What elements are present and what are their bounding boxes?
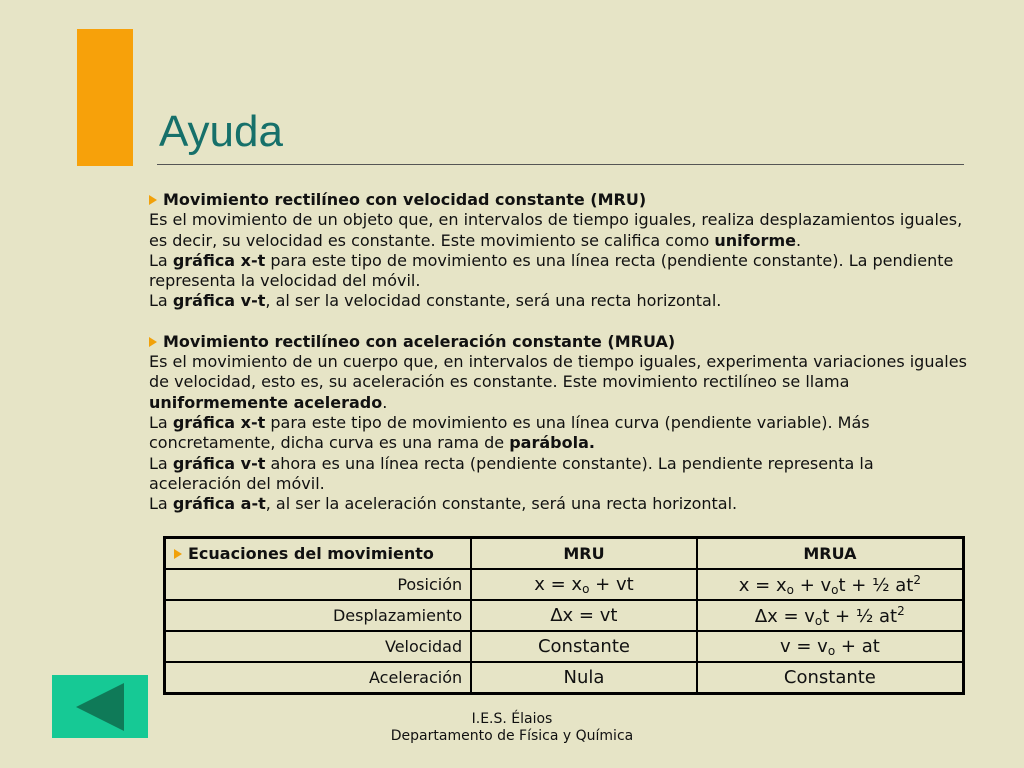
- mru-position-formula: $x = x_o$ + vt: [471, 569, 697, 600]
- page-title: Ayuda: [159, 107, 283, 156]
- mru-description: Es el movimiento de un objeto que, en intervalos de tiempo iguales, realiza desplazamientos iguales, es decir, su velocidad es constante. Este movimiento se califica como uniforme.: [149, 210, 963, 250]
- mrua-graph-vt: La gráfica v-t ahora es una línea recta (pendiente constante). La pendiente representa la aceleración del móvil.: [149, 453, 874, 493]
- title-divider: [157, 164, 964, 165]
- footer-department: Departamento de Física y Química: [390, 728, 634, 744]
- bullet-arrow-icon: [149, 337, 157, 347]
- mru-displacement-formula: ∆x = vt: [471, 600, 697, 631]
- table-row: [165, 569, 964, 600]
- accent-bar: [77, 29, 133, 166]
- table-row: [165, 600, 964, 631]
- row-label: Aceleración: [165, 662, 472, 694]
- mru-velocity-value: Constante: [471, 631, 697, 662]
- equations-table: [163, 536, 965, 695]
- row-label: Velocidad: [165, 631, 472, 662]
- mru-graph-xt: La gráfica x-t para este tipo de movimiento es una línea recta (pendiente constante). La pendiente representa la velocidad del móvil.: [149, 250, 954, 291]
- back-arrow-icon: [52, 675, 148, 738]
- mrua-position-formula: $x = x_o + v_ot$ + ½ $at^2$: [697, 569, 964, 600]
- mru-graph-vt: La gráfica v-t, al ser la velocidad constante, será una recta horizontal.: [149, 291, 722, 311]
- table-header-mru: MRU: [471, 538, 697, 570]
- mru-acceleration-value: Nula: [471, 662, 697, 694]
- section-heading-mru: Movimiento rectilíneo con velocidad constante (MRU): [149, 190, 969, 210]
- bullet-arrow-icon: [174, 549, 182, 559]
- table-row: [165, 631, 964, 662]
- footer-school: I.E.S. Élaios: [471, 711, 553, 727]
- table-row: [165, 662, 964, 694]
- mrua-graph-at: La gráfica a-t, al ser la aceleración constante, será una recta horizontal.: [149, 494, 738, 514]
- table-header-row: [165, 538, 964, 570]
- back-button[interactable]: [52, 675, 148, 738]
- mrua-graph-xt: La gráfica x-t para este tipo de movimiento es una línea curva (pendiente variable). Más concretamente, dicha curva es una rama de parábola.: [149, 412, 870, 453]
- footer: [380, 711, 644, 745]
- row-label: Desplazamiento: [165, 600, 472, 631]
- section-heading-mrua: Movimiento rectilíneo con aceleración constante (MRUA): [149, 332, 969, 352]
- bullet-arrow-icon: [149, 195, 157, 205]
- mrua-displacement-formula: $\Delta x = v_ot$ + ½ $at^2$: [697, 600, 964, 631]
- table-header-equations: Ecuaciones del movimiento: [165, 538, 472, 570]
- mrua-description: Es el movimiento de un cuerpo que, en intervalos de tiempo iguales, experimenta variaciones iguales de velocidad, esto es, su aceleración es constante. Este movimiento rectilíneo se llama uniformemente acelerado.: [149, 352, 967, 412]
- mrua-acceleration-value: Constante: [697, 662, 964, 694]
- table-header-mrua: MRUA: [697, 538, 964, 570]
- mrua-velocity-formula: $v = v_o$ + at: [697, 631, 964, 662]
- row-label: Posición: [165, 569, 472, 600]
- help-content: [149, 190, 969, 514]
